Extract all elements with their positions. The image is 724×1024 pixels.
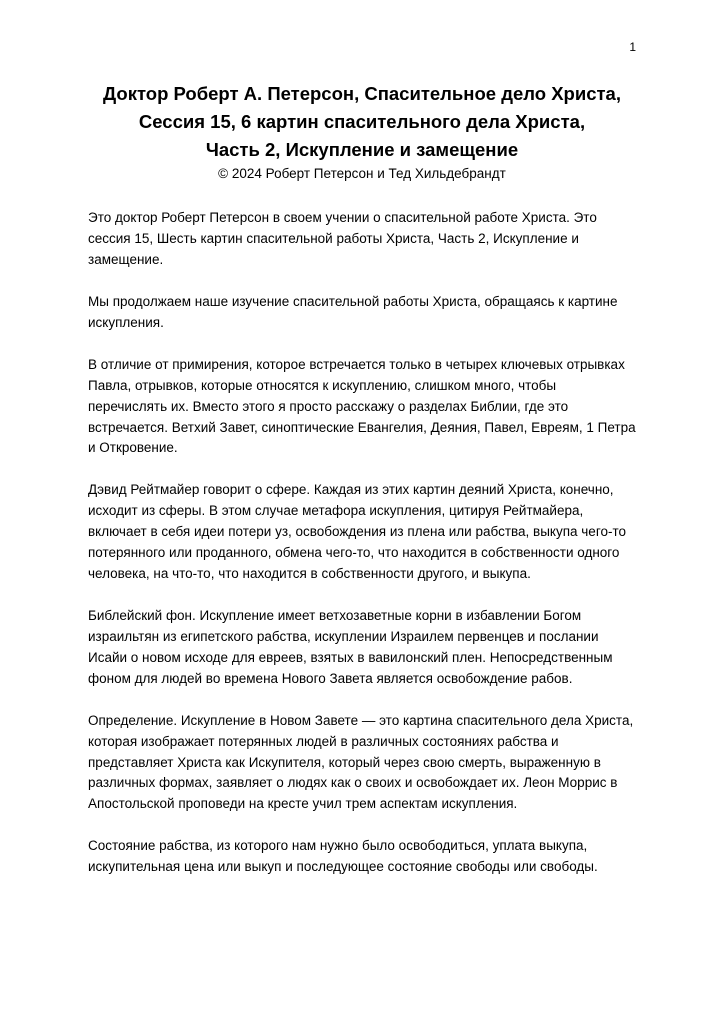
copyright-line: © 2024 Роберт Петерсон и Тед Хильдебрандт — [218, 166, 506, 182]
paragraph: В отличие от примирения, которое встречается только в четырех ключевых отрывках Павла, отрывков, которые относятся к искуплению, слишком много, чтобы перечислять их. Вместо этого я просто расскажу о разделах Библии, где это встречается. Ветхий Завет, синоптические Евангелия, Деяния, Павел, Евреям, 1 Петра и Откровение. — [88, 356, 636, 456]
title-line-3: Часть 2, Искупление и замещение — [205, 138, 519, 160]
paragraph: Мы продолжаем наше изучение спасительной работы Христа, обращаясь к картине искупления. — [88, 293, 618, 330]
title-line-1: Доктор Роберт А. Петерсон, Спасительное дело Христа, — [103, 83, 621, 104]
page-number: 1 — [629, 40, 636, 54]
paragraph: Библейский фон. Искупление имеет ветхозаветные корни в избавлении Богом израильтян из египетского рабства, искуплении Израилем первенцев и послании Исайи о новом исходе для евреев, взятых в вавилонский плен. Непосредственным фоном для людей во времена Нового Завета является освобождение рабов. — [88, 607, 613, 686]
paragraph: Дэвид Рейтмайер говорит о сфере. Каждая из этих картин деяний Христа, конечно, исходит из сферы. В этом случае метафора искупления, цитируя Рейтмайера, включает в себя идеи потери уз, освобождения из плена или рабства, выкупа чего-то потерянного или проданного, обмена чего-то, что находится в собственности одного человека, на что-то, что находится в собственности другого, и выкупа. — [88, 482, 626, 582]
paragraph: Это доктор Роберт Петерсон в своем учении о спасительной работе Христа. Это сессия 15, Шесть картин спасительной работы Христа, Часть 2, Искупление и замещение. — [88, 210, 597, 267]
document-header — [88, 80, 636, 184]
paragraph: Состояние рабства, из которого нам нужно было освободиться, уплата выкупа, искупительная цена или выкуп и последующее состояние свободы или свободы. — [88, 838, 598, 875]
paragraph: Определение. Искупление в Новом Завете — это картина спасительного дела Христа, которая изображает потерянных людей в различных состояниях рабства и представляет Христа как Искупителя, который через свою смерть, выраженную в различных формах, заявляет о людях как о своих и освобождает их. Леон Моррис в Апостольской проповеди на кресте учил трем аспектам искупления. — [88, 712, 634, 812]
title-line-2: Сессия 15, 6 картин спасительного дела Христа, — [138, 110, 586, 132]
document-body — [88, 208, 636, 878]
document-title — [88, 80, 636, 163]
